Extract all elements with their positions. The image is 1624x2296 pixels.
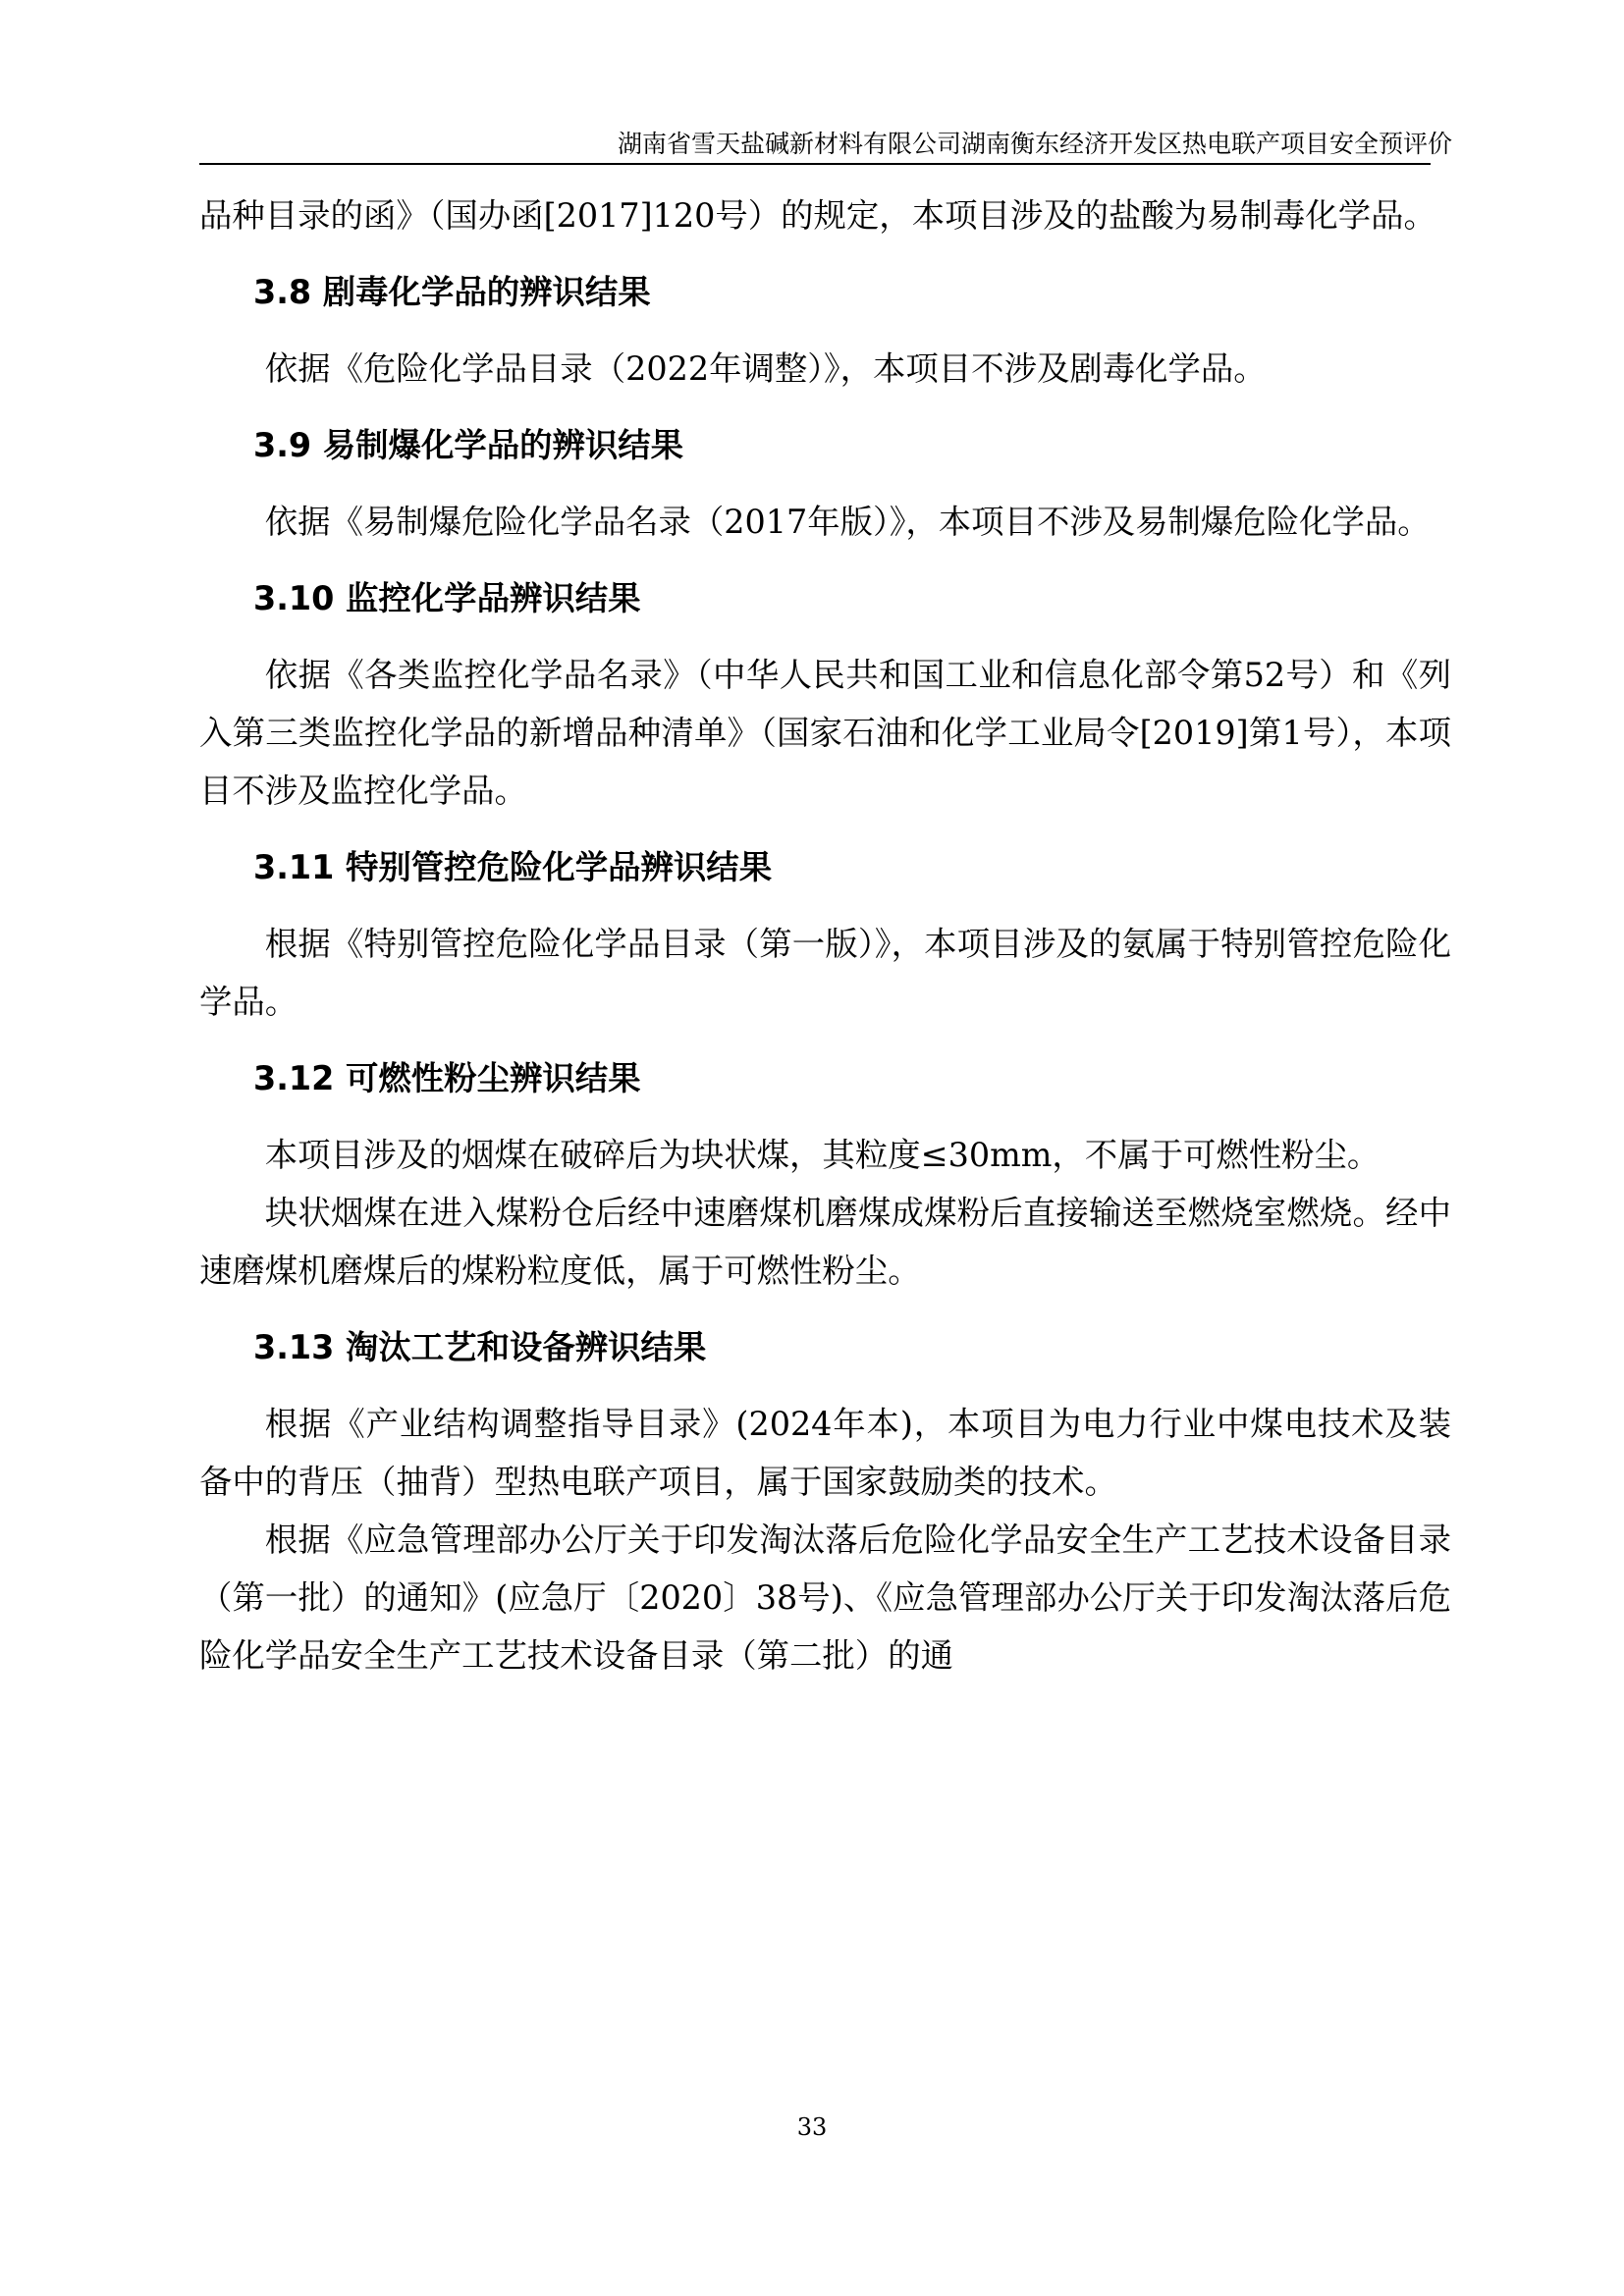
- section-3-13-heading: 3.13 淘汰工艺和设备辨识结果: [253, 1328, 707, 1366]
- section-3-12-heading: 3.12 可燃性粉尘辨识结果: [253, 1059, 641, 1097]
- page-number: 33: [796, 2113, 828, 2141]
- section-3-12-paragraph-2: 块状烟煤在进入煤粉仓后经中速磨煤机磨煤成煤粉后直接输送至燃烧室燃烧。经中速磨煤机磨煤后的煤粉粒度低，属于可燃性粉尘。: [199, 1194, 1451, 1290]
- section-3-10-paragraph: 依据《各类监控化学品名录》（中华人民共和国工业和信息化部令第52号）和《列入第三类监控化学品的新增品种清单》（国家石油和化学工业局令[2019]第1号），本项目不涉及监控化学品。: [199, 656, 1451, 810]
- section-3-10-heading: 3.10 监控化学品辨识结果: [253, 579, 641, 617]
- section-3-8-heading: 3.8 剧毒化学品的辨识结果: [253, 273, 651, 311]
- document-body: [199, 187, 1451, 1684]
- section-3-13-paragraph-1: 根据《产业结构调整指导目录》(2024年本)，本项目为电力行业中煤电技术及装备中的背压（抽背）型热电联产项目，属于国家鼓励类的技术。: [199, 1405, 1451, 1501]
- section-3-12-paragraph-1: 本项目涉及的烟煤在破碎后为块状煤，其粒度≤30mm，不属于可燃性粉尘。: [264, 1136, 1380, 1174]
- header-divider: [199, 163, 1431, 165]
- section-3-11-paragraph: 根据《特别管控危险化学品目录（第一版）》，本项目涉及的氨属于特别管控危险化学品。: [199, 925, 1451, 1021]
- intro-paragraph: 品种目录的函》（国办函[2017]120号）的规定，本项目涉及的盐酸为易制毒化学品。: [199, 196, 1436, 235]
- section-3-13-paragraph-2: 根据《应急管理部办公厅关于印发淘汰落后危险化学品安全生产工艺技术设备目录（第一批）的通知》(应急厅〔2020〕38号)、《应急管理部办公厅关于印发淘汰落后危险化学品安全生产工艺技术设备目录（第二批）的通: [199, 1521, 1451, 1675]
- section-3-11-heading: 3.11 特别管控危险化学品辨识结果: [253, 848, 773, 886]
- section-3-8-paragraph: 依据《危险化学品目录（2022年调整）》，本项目不涉及剧毒化学品。: [264, 349, 1267, 388]
- section-3-9-paragraph: 依据《易制爆危险化学品名录（2017年版）》，本项目不涉及易制爆危险化学品。: [264, 503, 1431, 541]
- section-3-9-heading: 3.9 易制爆化学品的辨识结果: [253, 426, 684, 464]
- running-header: 湖南省雪天盐碱新材料有限公司湖南衡东经济开发区热电联产项目安全预评价: [617, 130, 1452, 158]
